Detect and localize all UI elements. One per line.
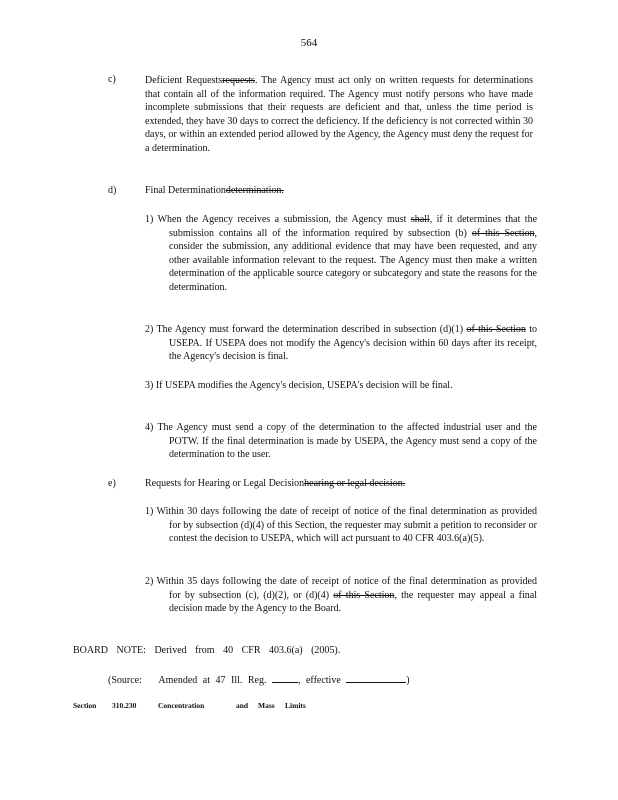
subsection-e-struck: hearing or legal decision.	[304, 478, 406, 489]
subsection-c-label: c)	[108, 74, 116, 85]
d-item-4: 4) The Agency must send a copy of the determination to the affected industrial user and the POTW. If the final determination is made by USEPA, the Agency must send a copy of the determination to the user.	[145, 422, 537, 461]
subsection-d-label: d)	[108, 185, 117, 196]
subsection-e-heading: Requests for Hearing or Legal Decisionhearing or legal decision.	[145, 478, 406, 489]
e-item-2-struck: of this Section	[333, 589, 395, 601]
d-item-1: 1) When the Agency receives a submission, the Agency must shall, if it determines that the submission contains all of the information required by subsection (b) of this Section, consider the submission, any additional evidence that may have been requested, and any other available information relevant to the request. The Agency must then make a written determination of the applicable source category or subcategory and state the reasons for the determination.	[145, 214, 538, 293]
subsection-c-text	[145, 74, 533, 156]
next-section-heading: Section 310.230 Concentration and Mass Limits	[73, 701, 306, 710]
subsection-c-heading: Deficient Requests	[145, 75, 223, 86]
d-item-1-struck-1: shall	[410, 214, 430, 225]
subsection-c-body: . The Agency must act only on written requests for determinations that contain all of the information required. The Agency must notify persons who have made incomplete submissions that their requests are deficient and that, unless the time period is extended, they have 30 days to correct the deficiency. If the deficiency is not corrected within 30 days, or within an extended period allowed by the Agency, the Agency must deny the request for a determination.	[145, 75, 533, 154]
d-item-1-struck-2: of this Section	[471, 227, 535, 239]
d-item-2: 2) The Agency must forward the determination described in subsection (d)(1) of this Section to USEPA. If USEPA does not modify the Agency's decision within 60 days after its receipt, the Agency's decision is final.	[145, 324, 538, 363]
subsection-e-label: e)	[108, 478, 116, 489]
subsection-d-struck: determination.	[225, 185, 284, 196]
e-item-1: 1) Within 30 days following the date of receipt of notice of the final determination as provided for by subsection (d)(4) of this Section, the requester may submit a petition to reconsider or contest the decision to USEPA, which will act pursuant to 40 CFR 403.6(a)(5).	[145, 506, 537, 545]
subsection-d-heading: Final Determinationdetermination.	[145, 185, 284, 196]
d-item-2-struck: of this Section	[466, 324, 526, 335]
date-blank	[346, 673, 406, 683]
subsection-c-struck: requests	[222, 75, 255, 86]
d-item-3: 3) If USEPA modifies the Agency's decision, USEPA's decision will be final.	[145, 380, 453, 391]
reg-blank	[272, 673, 298, 683]
page-number: 564	[300, 37, 318, 49]
source-note: (Source: Amended at 47 Ill. Reg. , effective )	[108, 675, 410, 686]
e-item-2: 2) Within 35 days following the date of receipt of notice of the final determination as provided for by subsection (c), (d)(2), or (d)(4) of this Section, the requester may appeal a final decision made by the Agency to the Board.	[145, 576, 538, 615]
board-note: BOARD NOTE: Derived from 40 CFR 403.6(a) (2005).	[73, 645, 341, 656]
